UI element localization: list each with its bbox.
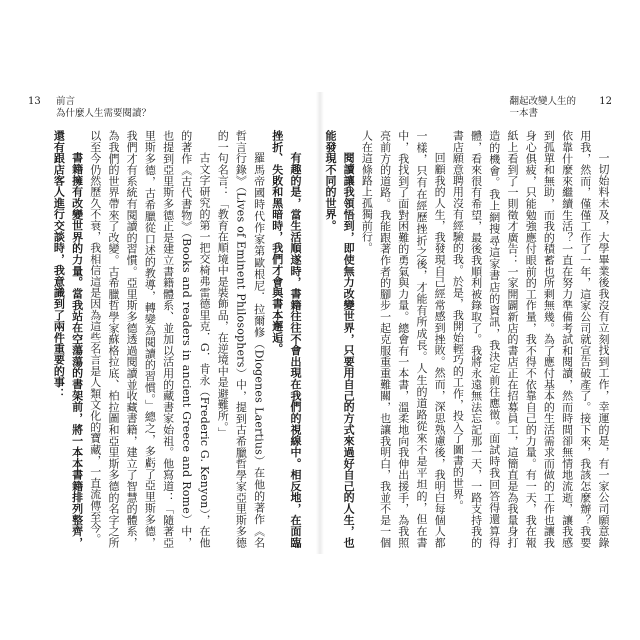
paragraph: 有趣的是，當生活順遂時，書籍往往不會出現在我們的視線中。相反地，在面臨挫折、失敗和黑暗時，我們才會與書本邂逅。 (270, 130, 302, 548)
left-page-number: 13 (28, 96, 41, 107)
paragraph: 一切始料未及，大學畢業後我沒有立刻找到工作，幸運的是，有一家公司願意錄用我，然而，僅僅工作了一年，這家公司就宣告破產了。接下來，我該怎麼辦？我要依靠什麼來繼續生活？一直在努力準備考試和閱讀，然而時間卻無情地流逝，讓我感到孤單和無助，而我的積蓄也所剩無幾。為了應付基本的生活需求而做的工作也讓我身心俱疲，只能勉強應付眼前的工作量，我不得不依靠自己的力量。有一天，我在報紙上看到了一則徵才廣告：一家開闢新店的書店正在招募員工，這簡直是為我量身打造的機會。我上網搜尋這家書店的資訊，我決定前往應徵。面試時我回答得還算得體，看來很有希望，最後我順利被錄取了。我將永遠無法忘記那一天，一路支持我的書店願意聘用沒有經驗的我。於是，我開始輕巧的工作，投入了圖書的世界。 (451, 130, 610, 548)
paragraph: 回顧我的人生，我發現自己經常感到挫敗。然而，深思熟慮後，我明白每個人都一樣，只有在經歷挫折之後，才能有所成長。人生的道路從來不是平坦的，但在書中，我找到了面對困難的勇氣與力量。總會有一本書，溫柔地向我伸出援手，為我照亮前方的道路。我能跟著作者的腳步一起克服重重難關，也讓我明白，我並不是一個人在這條路上孤獨前行。 (360, 130, 447, 548)
left-page-body (28, 130, 304, 548)
left-running-head (56, 96, 151, 120)
left-running-head-title: 為什麼人生需要閱讀？ (56, 108, 152, 119)
right-running-head-title: 翻起改變人生的 (509, 96, 576, 107)
right-page-body (323, 130, 612, 548)
right-running-head-subtitle: 一本書 (509, 108, 538, 119)
right-page-number: 12 (599, 96, 612, 107)
left-page (28, 96, 304, 548)
paragraph: 閱讀讓我領悟到，即使無力改變世界，只要用自己的方式來過好自己的人生，也能發現不同的世界。 (323, 130, 356, 548)
right-running-head (509, 96, 576, 120)
paragraph: 書籍擁有改變世界的力量。當我站在空蕩蕩的書架前，將一本本書籍排列整齊，還有跟店客人進行交談時，我意識到了兩件重要的事： (52, 130, 84, 548)
paragraph: 羅馬帝國時代作家第歐根尼．拉爾修（Diogenes Laertius）在他的著作《名哲言行錄》（Lives of Eminent Philosophers）中，提到古希臘哲學家亞里斯多德的一句名言：「教育在順境中是裝飾品，在逆境中是避難所。」 (216, 130, 266, 548)
right-page (323, 96, 612, 548)
left-running-head-chapter: 前言 (56, 96, 76, 107)
paragraph: 古文字研究的第一把交椅弗雷德里克．G．肯永（Frederic G. Kenyon），在他的著作《古代書物》（Books and readers in ancient Greece and Rome）中，也提到亞里斯多德正是建立書籍體系、並加以活用的藏書家始祖。他寫道：「隨著亞里斯多德，古希臘從口述的教導，轉變為閱讀的習慣。」總之，多虧了亞里斯多德，我們才有系統有閱讀的習慣。亞里斯多德透過閱讀並收藏書籍，建立了智慧的體系，為我們的世界帶來了改變。古希臘哲學家蘇格拉底、柏拉圖和亞里斯多德的名字之所以至今仍然歷久不衰，我相信這是因為這些名言是人類文化的寶藏，一直流傳至今。 (88, 130, 211, 548)
